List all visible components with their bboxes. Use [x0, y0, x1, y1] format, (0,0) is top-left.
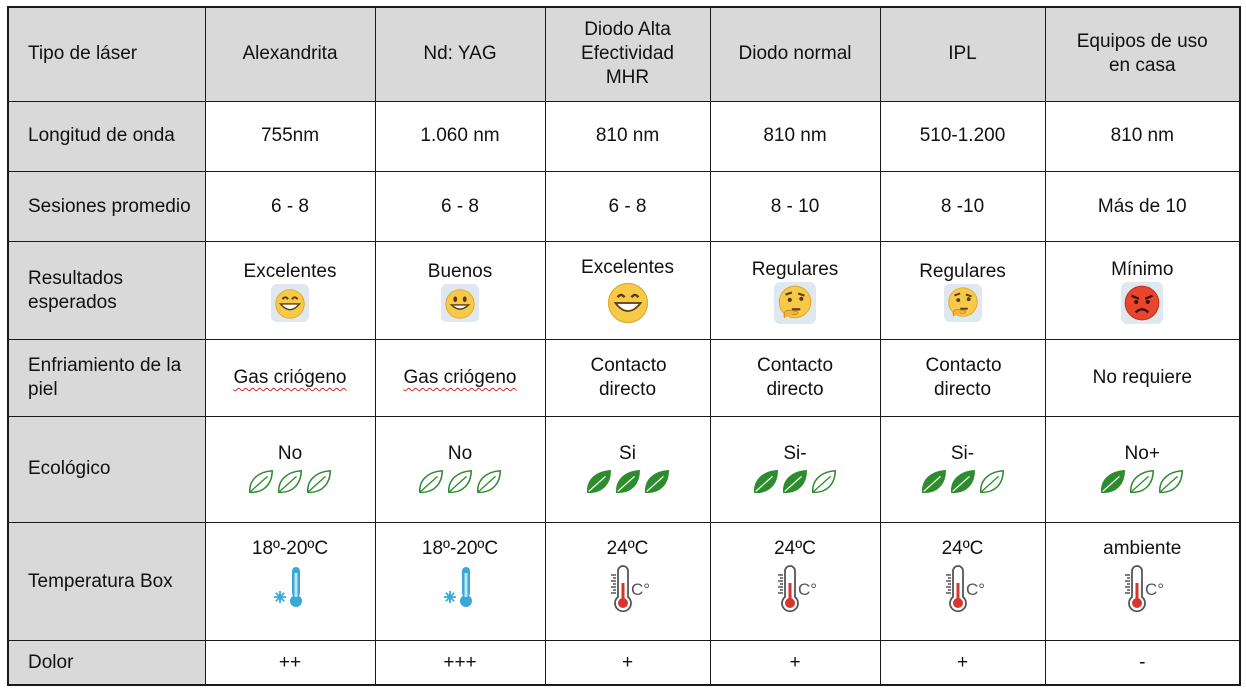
cell: [375, 522, 545, 640]
outline-leaf-icon: [247, 468, 275, 496]
col-header: Diodo Alta Efectividad MHR: [545, 7, 710, 101]
cell: [710, 242, 880, 340]
cell: [205, 416, 375, 522]
thermometer-celsius-icon: [606, 561, 650, 615]
cell: +++: [375, 641, 545, 685]
filled-leaf-icon: [752, 468, 780, 496]
cell: +: [880, 641, 1045, 685]
svg-text:C°: C°: [1145, 579, 1165, 599]
cell-text: Gas criógeno: [233, 367, 347, 389]
col-header: Diodo normal: [710, 7, 880, 101]
grinning-face-icon: [271, 284, 309, 322]
cell-text: 18º-20ºC: [251, 537, 329, 559]
cell: +: [545, 641, 710, 685]
row-longitud: [8, 101, 1240, 171]
row-sesiones: [8, 171, 1240, 241]
cell: [545, 522, 710, 640]
cell: 810 nm: [1045, 101, 1240, 171]
cell: [205, 522, 375, 640]
cell-text: Regulares: [751, 258, 839, 280]
cell-text: 24ºC: [606, 537, 649, 559]
outline-leaf-icon: [276, 468, 304, 496]
leaf-rating: [417, 468, 503, 496]
filled-leaf-icon: [585, 468, 613, 496]
cell-text: Si-: [783, 443, 807, 465]
cell-text: ambiente: [1103, 537, 1182, 559]
smiling-face-icon: [441, 284, 479, 322]
cell-text: Regulares: [919, 260, 1006, 282]
thermometer-celsius-icon: [941, 561, 985, 615]
thermometer-celsius-icon: [773, 561, 817, 615]
row-ecologico: [8, 416, 1240, 522]
cell: 6 - 8: [375, 171, 545, 241]
leaf-rating: [1099, 468, 1185, 496]
cell-text: Si-: [950, 443, 975, 465]
angry-face-icon: [1121, 282, 1163, 324]
filled-leaf-icon: [949, 468, 977, 496]
filled-leaf-icon: [1099, 468, 1127, 496]
row-label: Resultados esperados: [8, 242, 205, 340]
outline-leaf-icon: [305, 468, 333, 496]
leaf-rating: [920, 468, 1006, 496]
cell: 810 nm: [710, 101, 880, 171]
header-row: [8, 7, 1240, 101]
col-header: Nd: YAG: [375, 7, 545, 101]
cell: Más de 10: [1045, 171, 1240, 241]
cell-text: Excelentes: [581, 256, 674, 278]
thinking-face-icon: [774, 282, 816, 324]
cell: [880, 416, 1045, 522]
cell-text: No: [447, 443, 473, 465]
cell-text: 24ºC: [941, 537, 984, 559]
cell: 6 - 8: [545, 171, 710, 241]
cell-text: No: [277, 443, 303, 465]
cell-text: Gas criógeno: [403, 367, 517, 389]
filled-leaf-icon: [781, 468, 809, 496]
cold-thermometer-icon: [440, 561, 480, 611]
filled-leaf-icon: [920, 468, 948, 496]
cell: [545, 416, 710, 522]
cell: Contacto directo: [880, 340, 1045, 416]
cold-thermometer-icon: [270, 561, 310, 611]
row-label: Enfriamiento de la piel: [8, 340, 205, 416]
cell: 810 nm: [545, 101, 710, 171]
col-header: IPL: [880, 7, 1045, 101]
outline-leaf-icon: [1157, 468, 1185, 496]
cell: Contacto directo: [710, 340, 880, 416]
cell: [205, 242, 375, 340]
cell: [205, 340, 375, 416]
cell: -: [1045, 641, 1240, 685]
row-enfriamiento: [8, 340, 1240, 416]
laser-comparison-table: [7, 6, 1241, 686]
cell-text: 24ºC: [774, 537, 816, 559]
svg-text:C°: C°: [965, 579, 985, 599]
cell: 8 -10: [880, 171, 1045, 241]
thermometer-celsius-icon: [1120, 561, 1164, 615]
cell: ++: [205, 641, 375, 685]
thinking-face-icon: [944, 284, 982, 322]
row-label: Dolor: [8, 641, 205, 685]
row-dolor: [8, 641, 1240, 685]
cell: 510-1.200: [880, 101, 1045, 171]
grinning-face-icon: [605, 280, 651, 326]
row-label: Sesiones promedio: [8, 171, 205, 241]
cell: [1045, 416, 1240, 522]
cell: [880, 522, 1045, 640]
cell: 755nm: [205, 101, 375, 171]
cell-text: Buenos: [427, 260, 493, 282]
col-header: Equipos de uso en casa: [1045, 7, 1240, 101]
cell: [1045, 242, 1240, 340]
cell: No requiere: [1045, 340, 1240, 416]
leaf-rating: [247, 468, 333, 496]
row-label: Temperatura Box: [8, 522, 205, 640]
row-label: Longitud de onda: [8, 101, 205, 171]
cell-text: Excelentes: [243, 260, 337, 282]
svg-text:C°: C°: [798, 579, 817, 599]
cell: 6 - 8: [205, 171, 375, 241]
cell: 1.060 nm: [375, 101, 545, 171]
cell: +: [710, 641, 880, 685]
svg-text:C°: C°: [630, 579, 650, 599]
cell: Contacto directo: [545, 340, 710, 416]
outline-leaf-icon: [978, 468, 1006, 496]
row-temperatura: [8, 522, 1240, 640]
cell-text: No+: [1124, 443, 1160, 465]
outline-leaf-icon: [446, 468, 474, 496]
cell: [710, 522, 880, 640]
cell: [375, 416, 545, 522]
leaf-rating: [752, 468, 838, 496]
cell-text: 18º-20ºC: [421, 537, 499, 559]
row-resultados: [8, 242, 1240, 340]
cell: [710, 416, 880, 522]
outline-leaf-icon: [1128, 468, 1156, 496]
cell: [375, 340, 545, 416]
cell-text: Si: [619, 443, 636, 465]
filled-leaf-icon: [643, 468, 671, 496]
filled-leaf-icon: [614, 468, 642, 496]
cell: [545, 242, 710, 340]
row-label: Ecológico: [8, 416, 205, 522]
outline-leaf-icon: [417, 468, 445, 496]
cell: [375, 242, 545, 340]
outline-leaf-icon: [810, 468, 838, 496]
header-corner: Tipo de láser: [8, 7, 205, 101]
leaf-rating: [585, 468, 671, 496]
col-header: Alexandrita: [205, 7, 375, 101]
cell: [1045, 522, 1240, 640]
cell: 8 - 10: [710, 171, 880, 241]
cell: [880, 242, 1045, 340]
outline-leaf-icon: [475, 468, 503, 496]
cell-text: Mínimo: [1111, 258, 1174, 280]
